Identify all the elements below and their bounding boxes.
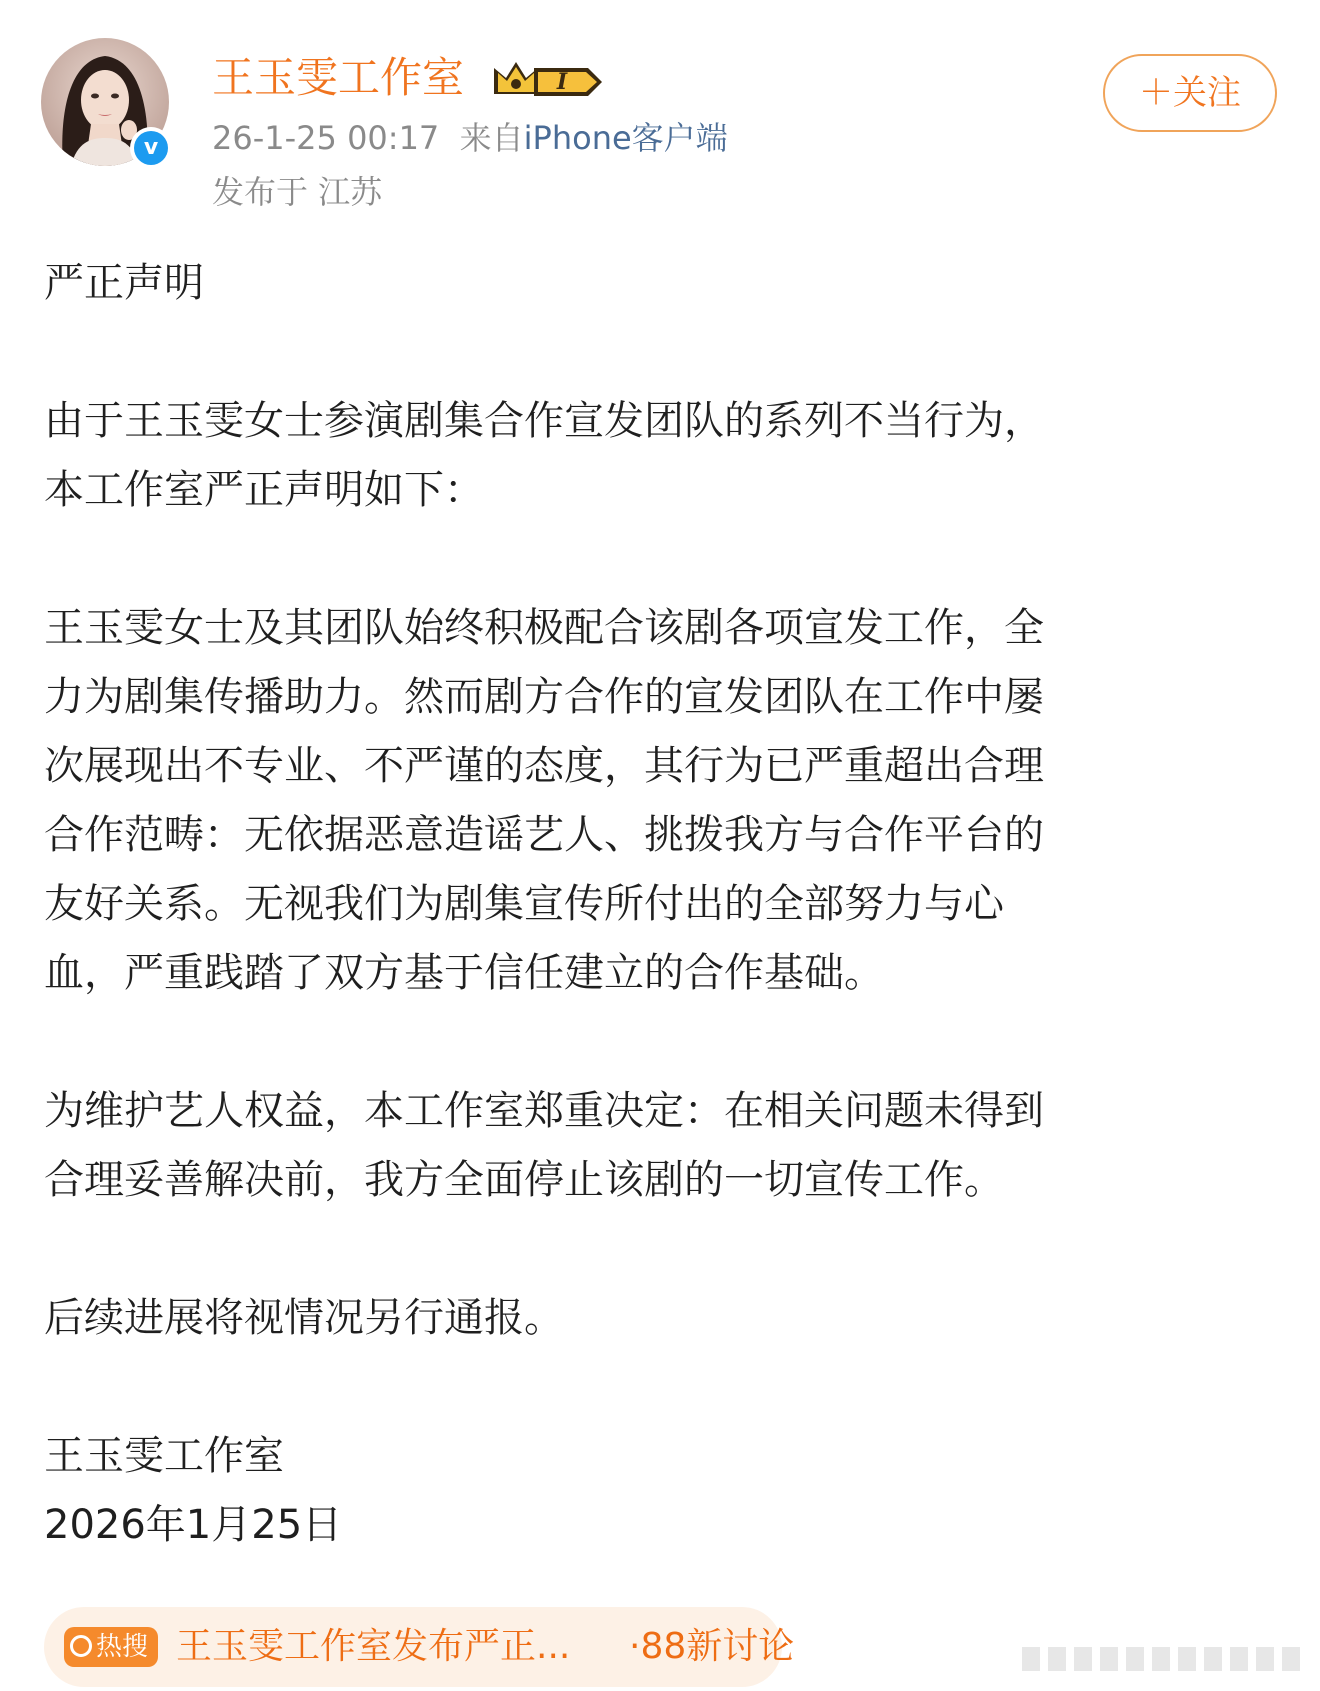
hot-search-topic: 王玉雯工作室发布严正... [176,1626,571,1667]
post-body [44,248,1244,1560]
member-level-label: I [556,69,568,95]
follow-button[interactable]: ＋关注 [1103,54,1277,132]
author-name[interactable]: 王玉雯工作室 [212,53,465,102]
crown-member-icon[interactable] [490,54,606,102]
source-prefix: 来自 [459,119,524,157]
hot-search-tag [64,1627,158,1667]
hot-search-link[interactable] [44,1607,795,1687]
post-source[interactable]: iPhone客户端 [523,119,728,157]
post-time: 26-1-25 00:17 [212,119,440,157]
signature-name: 王玉雯工作室 [44,1433,284,1479]
signature-date: 2026年1月25日 [44,1502,343,1548]
verified-badge-icon: v [130,127,172,169]
post-meta [212,114,728,162]
post-location: 发布于 江苏 [212,173,383,211]
search-icon [70,1635,92,1657]
statement-paragraph-2: 王玉雯女士及其团队始终积极配合该剧各项宣发工作，全 力为剧集传播助力。然而剧方合作的宣发团队在工作中屡 次展现出不专业、不严谨的态度，其行为已严重超出合理 合作范畴：无依据恶意造谣艺人、挑拨我方与合作平台的 友好关系。无视我们为剧集宣传所付出的全部努力与心 血，严重践踏了双方基于信任建立的合作基础。 [44,605,1044,996]
statement-paragraph-4: 后续进展将视情况另行通报。 [44,1295,564,1341]
statement-paragraph-1: 由于王玉雯女士参演剧集合作宣发团队的系列不当行为， 本工作室严正声明如下： [44,398,1044,513]
hot-search-tag-label: 热搜 [96,1632,149,1662]
statement-title: 严正声明 [44,260,204,306]
hot-search-count: ·88新讨论 [629,1626,795,1667]
statement-paragraph-3: 为维护艺人权益，本工作室郑重决定：在相关问题未得到 合理妥善解决前，我方全面停止该剧的一切宣传工作。 [44,1088,1044,1203]
watermark-icon [1022,1641,1312,1677]
